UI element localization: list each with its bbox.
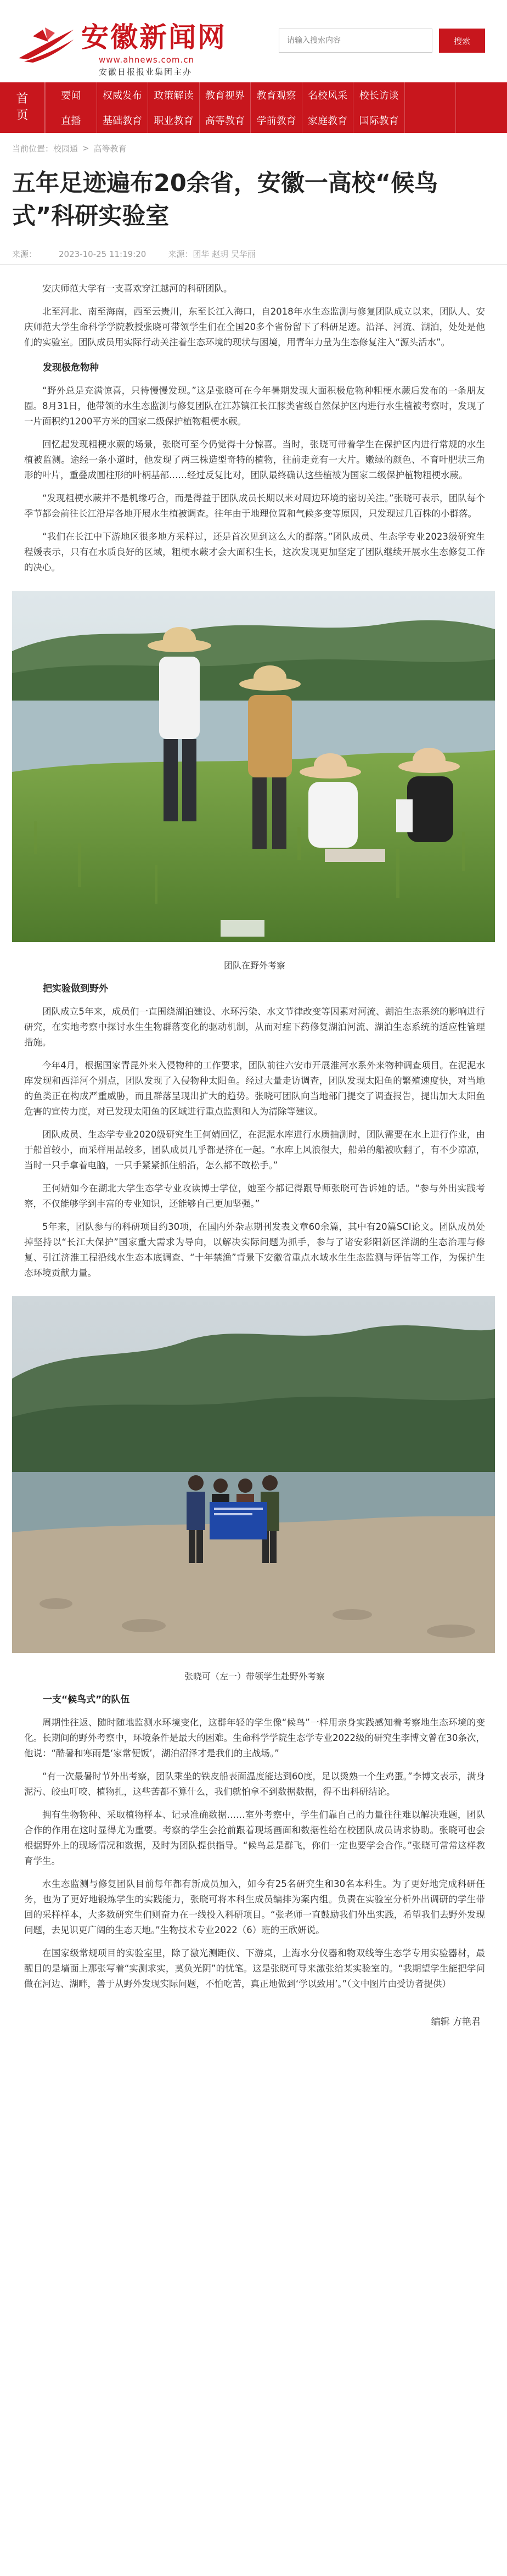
article-body (0, 281, 507, 2028)
nav-home[interactable]: 首页 (0, 82, 45, 133)
logo-emblem-icon (16, 25, 77, 65)
breadcrumb (0, 133, 507, 164)
breadcrumb-link[interactable]: 校园通 (53, 143, 78, 154)
logo-host: 安徽日报报业集团主办 (99, 67, 193, 77)
photo-caption: 张晓可（左一）带领学生赴野外考察 (184, 1671, 325, 1682)
figure (12, 1296, 495, 1655)
figure (12, 591, 495, 944)
article-meta (0, 247, 507, 265)
nav-item[interactable]: 权威发布 (97, 82, 148, 108)
article-paragraph: 团队成立5年来，成员们一直围绕湖泊建设、水环污染、水文节律改变等因素对河流、湖泊生态系统的影响进行研究，在实地考察中探讨水生生物群落变化的驱动机制，从而对症下药修复湖泊河流、湖泊生态系统的适应性管理措施。 (24, 1006, 485, 1048)
nav-item[interactable]: 直播 (45, 108, 97, 133)
search-button[interactable]: 搜索 (439, 29, 485, 53)
article-source: 来源： (12, 249, 37, 259)
search-input[interactable] (279, 29, 432, 53)
article-paragraph: 拥有生物物种、采取植物样本、记录准确数据……室外考察中，学生们靠自己的力量往往难以解决难题，团队合作的作用在这时显得尤为重要。考察的学生会抢前跟着现场画面和数据性给在校团队成员请求协助。张晓可也会根据野外上的现场情况和数据，及时为团队提供指导。“候鸟总是群飞，你们一定也要学会合作。”张晓可常常这样教育学生。 (24, 1810, 485, 1866)
article-paragraph: 水生态监测与修复团队目前每年都有新成员加入，如今有25名研究生和30名本科生。为了更好地完成科研任务，也为了更好地锻炼学生的实践能力，张晓可将本科生成员编排为案内组。负责在实验室分析外出调研的学生带回的采样样本，大多数研究生们则奋力在一线投入科研项目。“张老师一直鼓励我们外出实践，希望我们去野外发现问题，去见识更广阔的生态天地。”生物技术专业2022（6）班的王欣妍说。 (24, 1879, 485, 1935)
article-paragraph: “有一次最暑时节外出考察，团队乘坐的铁皮船表面温度能达到60度，足以烫熟一个生鸡蛋。”李博文表示，满身泥污、皎虫叮咬、植物扎，这些苦都不算什么，我们就怕拿不到数据数据，得不出科研结论。 (24, 1771, 485, 1797)
article-paragraph: 周期性往返、随时随地监测水环境变化，这群年轻的学生像“候鸟”一样用亲身实践感知着考察地生态环境的变化。长期间的野外考察中，环境条件是最大的困难。生命科学学院生态学专业2022级的研究生李博文曾在30条次，他说：“酷暑和寒雨是‘家常便饭’，湖泊沼泽才是我们的主战场。” (24, 1717, 485, 1759)
nav-item[interactable] (404, 108, 456, 133)
group-flag-photo (12, 1296, 495, 1653)
nav-grid (45, 82, 507, 133)
nav-item[interactable]: 校长访谈 (353, 82, 404, 108)
article-paragraph: 回忆起发现粗梗水蕨的场景，张晓可至今仍觉得十分惊喜。当时，张晓可带着学生在保护区内进行常规的水生植被监测。途经一条小道时，他发现了两三株造型奇特的植物，往前走竟有一大片。嫩绿的颜色、不育叶肥状三角形的叶片，重叠成圆柱形的叶柄基部……经过反复比对，团队最终确认这些植被为国家二级保护植物粗梗水蕨。 (24, 439, 485, 480)
article-paragraph: 今年4月，根据国家青昆外来入侵物种的工作要求，团队前往六安市开展淮河水系外来物种调查项目。在泥泥水库发现和西洋河个别点，团队发现了入侵物种太阳鱼。经过大量走访调查，团队发现太阳鱼的繁殖速度快，对当地的鱼类正在构成严重威胁，而且群落呈现出扩大的趋势。张晓可团队向当地部门提交了调查报告，提出加大太阳鱼危害的宣传力度，对已发现太阳鱼的区域进行重点监测和人为清除等建议。 (24, 1060, 485, 1117)
site-logo[interactable] (16, 21, 227, 77)
logo-url: www.ahnews.com.cn (99, 55, 195, 65)
photo-caption: 团队在野外考察 (223, 960, 285, 971)
breadcrumb-prefix: 当前位置： (12, 143, 54, 154)
article-paragraph: “发现粗梗水蕨并不是机缘巧合，而是得益于团队成员长期以来对周边环境的密切关注。”张晓可表示，团队每个季节都会前往长江沿岸各地开展水生植被调查。往年由于地理位置和气候多变等原因，只发现过几百株的小群落。 (24, 493, 485, 519)
nav-item[interactable]: 教育视界 (199, 82, 251, 108)
article-paragraph: 北至河北、南至海南，西至云贵川，东至长江入海口，自2018年水生态监测与修复团队成立以来，团队人、安庆师范大学生命科学学院教授张晓可带领学生们在全国20多个省份留下了科研足迹。沿泽、河流、湖泊，处处是他们的实验室。团队成员用实际行动关注着生态环境的现状与困境，用青年力量为生态修复注入“源头活水”。 (24, 306, 485, 348)
nav-item[interactable]: 家庭教育 (302, 108, 353, 133)
main-nav (0, 82, 507, 133)
nav-item[interactable] (404, 82, 456, 108)
nav-item[interactable]: 要闻 (45, 82, 97, 108)
page-title: 五年足迹遍布20余省，安徽一高校“候鸟式”科研实验室 (12, 170, 438, 230)
person-3 (300, 753, 361, 848)
article-authors: 来源：团华 赵玥 吴华丽 (168, 249, 256, 259)
article-paragraph: “野外总是充满惊喜，只待慢慢发现。”这是张晓可在今年暑期发现大面积极危物种粗梗水蕨后发布的一条朋友圈。8月31日，他带领的水生态监测与修复团队在江苏镇江长江豚类省级自然保护区内进行水生植被考察时，发现了一片面积约1200平方米的国家二级保护植物粗梗水蕨。 (24, 385, 485, 427)
nav-item[interactable]: 基础教育 (97, 108, 148, 133)
nav-item[interactable]: 国际教育 (353, 108, 404, 133)
article-paragraph: “我们在长江中下游地区很多地方采样过，还是首次见到这么大的群落。”团队成员、生态学专业2023级研究生程媛表示，只有在水质良好的区域，粗梗水蕨才会大面积生长，这次发现更加坚定了团队继续开展水生态修复工作的决心。 (24, 531, 485, 573)
nav-item[interactable] (455, 108, 507, 133)
article-paragraph: 5年来，团队参与的科研项目约30项，在国内外杂志期刊发表文章60余篇，其中有20篇SCI论文。团队成员处掉坚持以“长江大保护”国家重大需求为导向，以解决实际问题为抓手，参与了诸安彩阳新区洋湖的生态治理与修复、引江济淮工程沿线水生态本底调查、“十年禁渔”背景下安徽省重点水域水生生态监测与评估等工作，为保护生态环境贡献力量。 (24, 1222, 485, 1278)
nav-item[interactable]: 职业教育 (148, 108, 199, 133)
nav-item[interactable]: 高等教育 (199, 108, 251, 133)
search-bar (279, 29, 485, 53)
nav-item[interactable]: 教育观察 (250, 82, 302, 108)
breadcrumb-link[interactable]: 高等教育 (93, 143, 127, 154)
site-header (0, 0, 507, 82)
nav-item[interactable] (455, 82, 507, 108)
section-heading: 发现极危物种 (43, 362, 99, 373)
section-heading: 把实验做到野外 (43, 983, 108, 994)
nav-item[interactable]: 政策解读 (148, 82, 199, 108)
editor-credit: 编辑 方艳君 (431, 2017, 481, 2028)
article-paragraph: 王何婧如今在湖北大学生态学专业攻读博士学位，她至今都记得跟导师张晓可告诉她的话。“参与外出实践考察，不仅能够学到丰富的专业知识，还能够自己更加坚强。” (24, 1183, 485, 1209)
nav-item[interactable]: 学前教育 (250, 108, 302, 133)
logo-title: 安徽新闻网 (81, 21, 227, 53)
article-paragraph: 安庆师范大学有一支喜欢穿江越河的科研团队。 (42, 283, 233, 294)
article-date: 2023-10-25 11:19:20 (59, 249, 147, 259)
nav-item[interactable]: 名校风采 (302, 82, 353, 108)
breadcrumb-separator: > (82, 143, 89, 153)
article-paragraph: 团队成员、生态学专业2020级研究生王何婧回忆，在泥泥水库进行水质抽测时，团队需要在水上进行作业，由于船首较小，而采样用品较多，团队成员几乎都是挤在一起。“水库上风浪很大，船弟的船被吹翻了，有不少凉凉，当时一只手拿着电脑，一只手紧紧抓住船沿，怎么都不敢松手。” (24, 1129, 485, 1171)
article-paragraph: 在国家级常规项目的实验室里，除了激光测距仪、下游桌，上海水分仪器和物双线等生态学专用实验器材，最醒目的是墙面上那张写着“实测求实，莫负光阴”的忧笔。这是张晓可导来激张给某实验室的。“我期望学生能把学问做在河边、湖畔，善于从野外发现实际问题，不怕吃苦，真正地做到‘学以致用’。”（文中图片由受访者提供） (24, 1948, 485, 1989)
section-heading: 一支“候鸟式”的队伍 (43, 1694, 130, 1705)
field-team-photo (12, 591, 495, 942)
